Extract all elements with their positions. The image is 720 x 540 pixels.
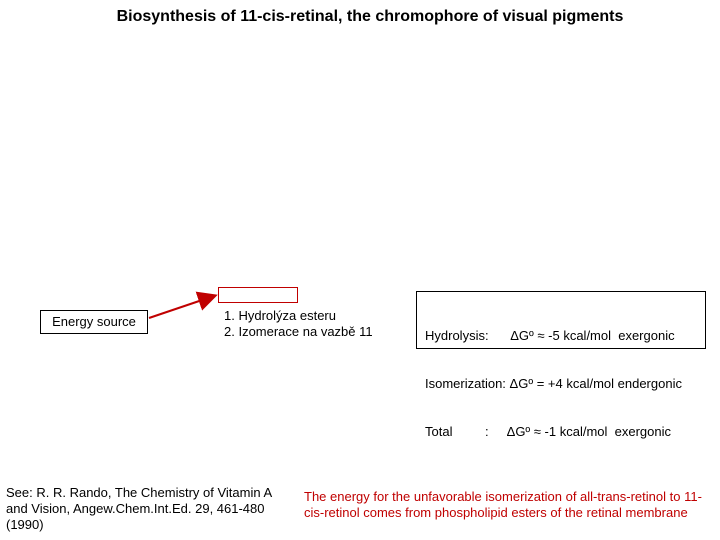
energetics-value: ΔGº ≈ -1 kcal/mol exergonic: [506, 424, 671, 439]
energetics-row: [425, 424, 705, 440]
step-isomerization: 2. Izomerace na vazbě 11: [224, 324, 373, 339]
energetics-label: Hydrolysis:: [425, 328, 511, 343]
page-title: Biosynthesis of 11-cis-retinal, the chromophore of visual pigments: [116, 8, 624, 25]
energetics-row: [425, 328, 705, 344]
energy-note: The energy for the unfavorable isomerization of all-trans-retinol to 11-cis-retinol comes from phospholipid esters of the retinal membrane: [304, 489, 702, 520]
energetics-value: ΔGº ≈ -5 kcal/mol exergonic: [510, 328, 675, 343]
energy-source-box: Energy source: [40, 310, 148, 334]
reference-text: See: R. R. Rando, The Chemistry of Vitamin A and Vision, Angew.Chem.Int.Ed. 29, 461-480 (1990): [6, 485, 272, 532]
energetics-row: [425, 376, 705, 392]
energetics-label: Total :: [425, 424, 507, 439]
energetics-label: Isomerization:: [425, 376, 510, 391]
red-highlight-box: [218, 287, 298, 303]
energetics-box: [416, 291, 706, 439]
energetics-value: ΔGº = +4 kcal/mol endergonic: [509, 376, 682, 391]
reaction-steps: [224, 308, 373, 340]
step-hydrolysis: 1. Hydrolýza esteru: [224, 308, 336, 323]
